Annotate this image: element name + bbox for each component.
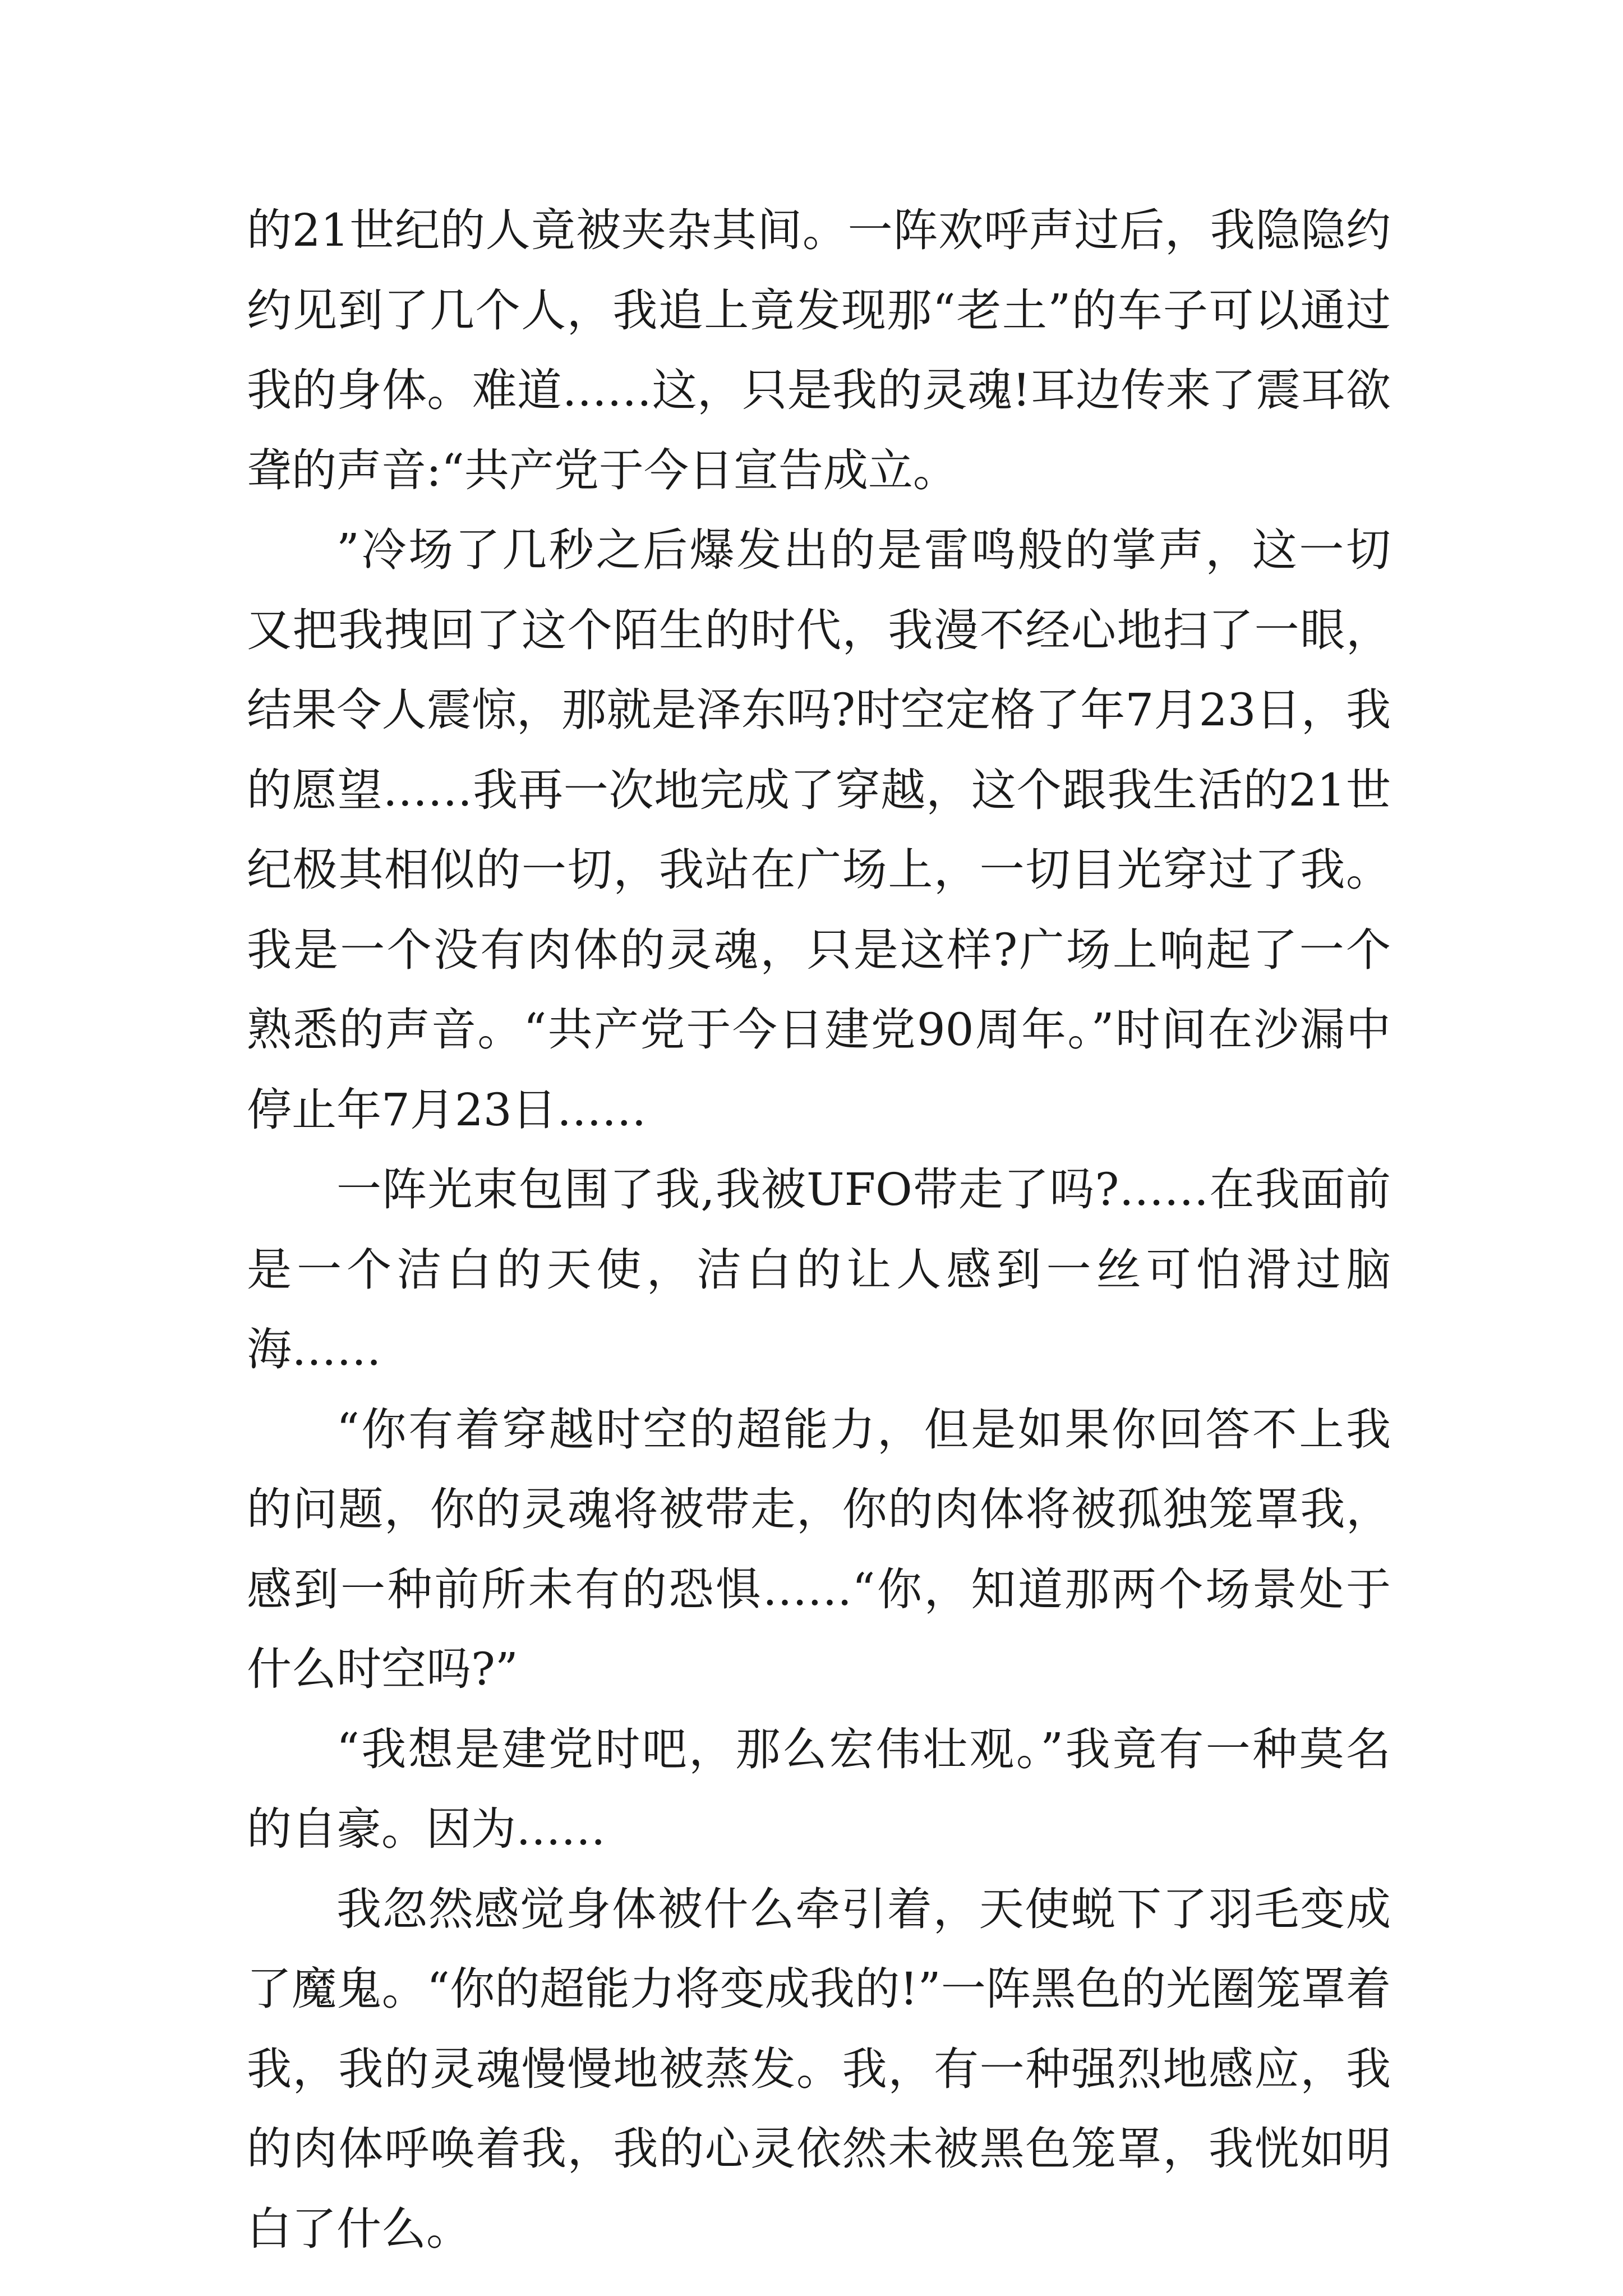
paragraph-1: 的21世纪的人竟被夹杂其间。一阵欢呼声过后，我隐隐约约见到了几个人，我追上竟发现那“老土”的车子可以通过我的身体。难道……这，只是我的灵魂!耳边传来了震耳欲聋的声音:“共产党于今日宣告成立。 — [247, 204, 1391, 496]
paragraph-4: “你有着穿越时空的超能力，但是如果你回答不上我的问题，你的灵魂将被带走，你的肉体将被孤独笼罩我，感到一种前所未有的恐惧……“你，知道那两个场景处于什么时空吗?” — [247, 1403, 1391, 1695]
paragraph-6: 我忽然感觉身体被什么牵引着，天使蜕下了羽毛变成了魔鬼。“你的超能力将变成我的!”一阵黑色的光圈笼罩着我，我的灵魂慢慢地被蒸发。我，有一种强烈地感应，我的肉体呼唤着我，我的心灵依然未被黑色笼罩，我恍如明白了什么。 — [247, 1883, 1391, 2255]
paragraph-3: 一阵光束包围了我,我被UFO带走了吗?……在我面前是一个洁白的天使，洁白的让人感到一丝可怕滑过脑海…… — [247, 1163, 1391, 1375]
paragraph-5: “我想是建党时吧，那么宏伟壮观。”我竟有一种莫名的自豪。因为…… — [247, 1723, 1391, 1855]
paragraph-2: ”冷场了几秒之后爆发出的是雷鸣般的掌声，这一切又把我拽回了这个陌生的时代，我漫不经心地扫了一眼，结果令人震惊，那就是泽东吗?时空定格了年7月23日，我的愿望……我再一次地完成了穿越，这个跟我生活的21世纪极其相似的一切，我站在广场上，一切目光穿过了我。我是一个没有肉体的灵魂，只是这样?广场上响起了一个熟悉的声音。“共产党于今日建党90周年。”时间在沙漏中停止年7月23日…… — [247, 524, 1391, 1136]
document-body — [247, 191, 1391, 2269]
